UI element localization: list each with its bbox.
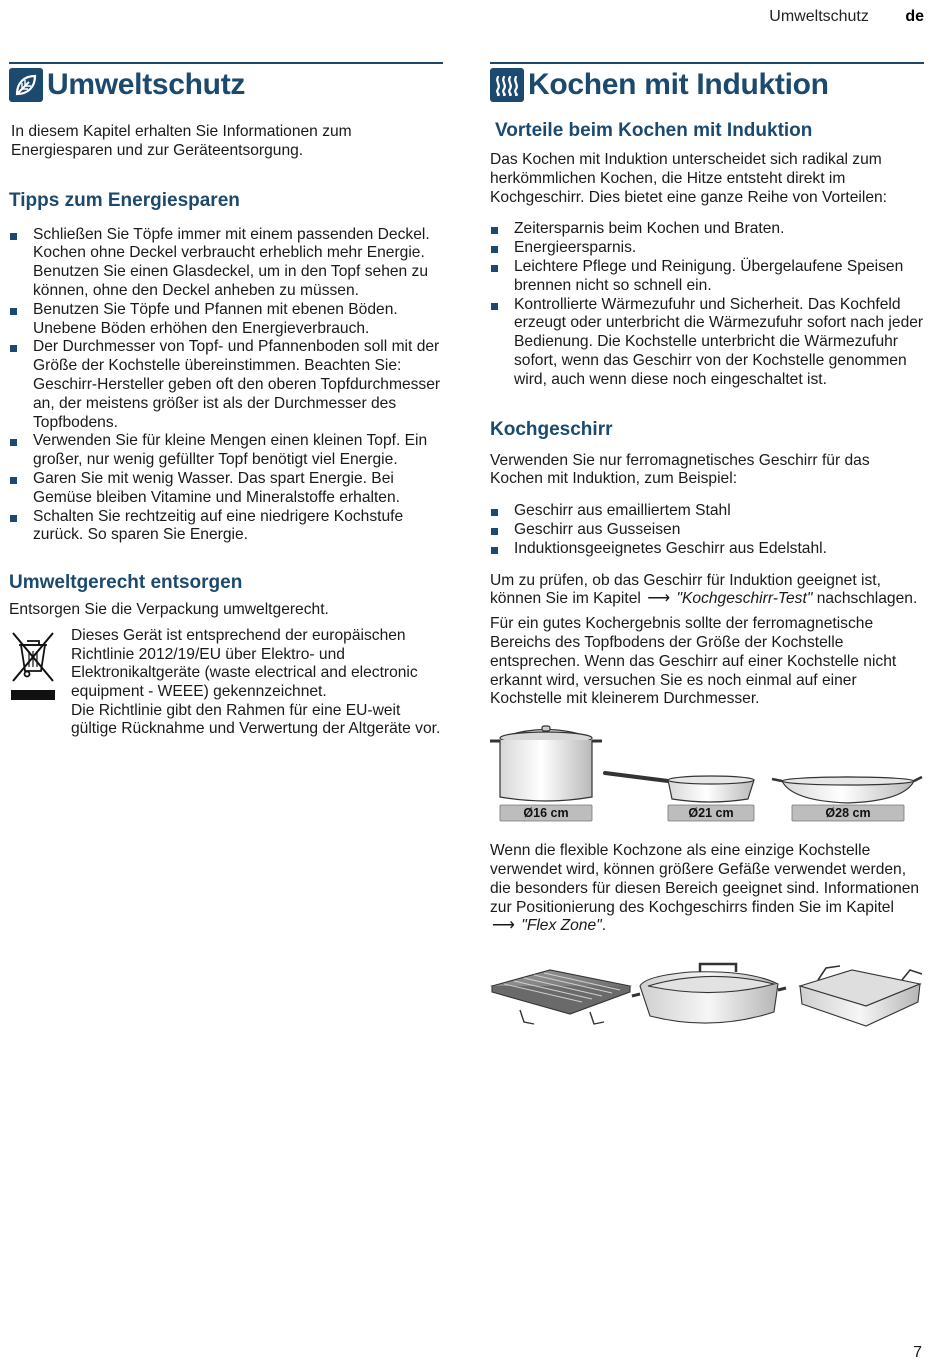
leaf-icon	[9, 68, 43, 102]
weee-text-framework: Die Richtlinie gibt den Rahmen für eine EU-weit gültige Rücknahme und Verwertung der Altgeräte vor.	[71, 701, 441, 738]
large-cookware-figure	[490, 956, 924, 1036]
advantages-heading: Vorteile beim Kochen mit Induktion	[495, 120, 813, 141]
cookware-intro: Verwenden Sie nur ferromagnetisches Geschirr für das Kochen mit Induktion, zum Beispiel:	[490, 451, 870, 488]
pot-sizes-figure	[490, 725, 924, 825]
cookware-test-text-end: nachschlagen.	[816, 590, 918, 608]
intro-text: In diesem Kapitel erhalten Sie Informationen zum Energiesparen und zur Geräteentsorgung.	[11, 123, 352, 159]
flex-zone-link[interactable]: "Flex Zone"	[521, 917, 602, 935]
large-cookware-illustration	[490, 956, 924, 1036]
cookware-test-link[interactable]: "Kochgeschirr-Test"	[676, 590, 813, 608]
cookware-test-text: Um zu prüfen, ob das Geschirr für Induktion geeignet ist, können Sie im Kapitel	[490, 571, 881, 608]
flex-zone-reference	[490, 842, 924, 936]
weee-notice	[9, 627, 443, 739]
arrow-right-icon: ⟶	[647, 590, 671, 608]
list-item: Schalten Sie rechtzeitig auf eine niedrigere Kochstufe zurück. So sparen Sie Energie.	[9, 508, 443, 546]
list-item: Benutzen Sie Töpfe und Pfannen mit ebenen Böden. Unebene Böden erhöhen den Energieverbrauch.	[9, 301, 443, 339]
advantages-intro: Das Kochen mit Induktion unterscheidet sich radikal zum herkömmlichen Kochen, die Hitze entsteht direkt im Kochgeschirr. Dies bietet eine ganze Reihe von Vorteilen:	[490, 151, 888, 206]
cookware-list	[490, 502, 924, 558]
list-item: Energieersparnis.	[490, 239, 924, 258]
chapter-heading-induction	[490, 62, 924, 103]
advantages-list	[490, 220, 924, 389]
chapter-title: Umweltschutz	[47, 68, 246, 101]
weee-text-directive: Dieses Gerät ist entsprechend der europäischen Richtlinie 2012/19/EU über Elektro- und Elektronikaltgeräte (waste electrical and electronic equipment - WEEE) gekennzeichnet.	[71, 626, 418, 701]
flex-zone-text: Wenn die flexible Kochzone als eine einzige Kochstelle verwendet wird, können größere Gefäße verwendet werden, die besonders für diesen Bereich geeignet sind. Informationen zur Positionierung des Kochgeschirrs finden Sie im Kapitel	[490, 842, 920, 916]
disposal-text: Entsorgen Sie die Verpackung umweltgerecht.	[9, 601, 329, 619]
flex-zone-text-end: .	[601, 917, 607, 935]
list-item: Garen Sie mit wenig Wasser. Das spart Energie. Bei Gemüse bleiben Vitamine und Mineralstoffe erhalten.	[9, 470, 443, 508]
page-header	[769, 8, 924, 26]
list-item: Verwenden Sie für kleine Mengen einen kleinen Topf. Ein großer, nur wenig gefüllter Topf benötigt viel Energie.	[9, 432, 443, 470]
size-label-28cm: Ø28 cm	[825, 806, 871, 821]
list-item: Geschirr aus Gusseisen	[490, 521, 924, 540]
list-item: Kontrollierte Wärmezufuhr und Sicherheit. Das Kochfeld erzeugt oder unterbricht die Wärmezufuhr sofort nach jeder Bedienung. Die Kochstelle unterbricht die Wärmezufuhr sofort, wenn das Geschirr von der Kochstelle genommen wird, auch wenn diese noch eingeschaltet ist.	[490, 296, 924, 390]
right-column	[490, 62, 924, 1036]
induction-coil-icon	[490, 68, 524, 102]
size-label-21cm: Ø21 cm	[688, 806, 734, 821]
list-item: Zeitersparnis beim Kochen und Braten.	[490, 220, 924, 239]
page-number: 7	[913, 1344, 922, 1361]
disposal-heading: Umweltgerecht entsorgen	[9, 572, 243, 594]
cooking-result-text: Für ein gutes Kochergebnis sollte der ferromagnetische Bereichs des Topfbodens der Größe der Kochstelle entsprechen. Wenn das Geschirr auf einer Kochstelle nicht erkannt wird, versuchen Sie es noch einmal auf einer Kochstelle mit kleinerem Durchmesser.	[490, 615, 897, 708]
tips-list	[9, 226, 443, 546]
arrow-right-icon: ⟶	[492, 917, 515, 935]
list-item: Geschirr aus emailliertem Stahl	[490, 502, 924, 521]
header-section-title: Umweltschutz	[769, 8, 869, 25]
cookware-test-reference	[490, 572, 924, 610]
chapter-title: Kochen mit Induktion	[528, 68, 829, 101]
list-item: Der Durchmesser von Topf- und Pfannenboden soll mit der Größe der Kochstelle übereinstimmen. Beachten Sie: Geschirr-Hersteller geben oft den oberen Topfdurchmesser an, der meistens größer ist als der Durchmesser des Topfbodens.	[9, 338, 443, 432]
header-language: de	[905, 8, 924, 25]
list-item: Induktionsgeeignetes Geschirr aus Edelstahl.	[490, 540, 924, 559]
size-label-16cm: Ø16 cm	[523, 806, 569, 821]
cookware-heading: Kochgeschirr	[490, 418, 613, 440]
left-column	[9, 62, 443, 739]
weee-text	[71, 627, 443, 739]
crossed-out-wheelie-bin-icon	[9, 627, 57, 739]
list-item: Leichtere Pflege und Reinigung. Übergelaufene Speisen brennen nicht so schnell ein.	[490, 258, 924, 296]
list-item: Schließen Sie Töpfe immer mit einem passenden Deckel. Kochen ohne Deckel verbraucht erheblich mehr Energie. Benutzen Sie einen Glasdeckel, um in den Topf sehen zu können, ohne den Deckel anheben zu müssen.	[9, 226, 443, 301]
chapter-heading-environment	[9, 62, 443, 103]
tips-heading: Tipps zum Energiesparen	[9, 189, 240, 211]
